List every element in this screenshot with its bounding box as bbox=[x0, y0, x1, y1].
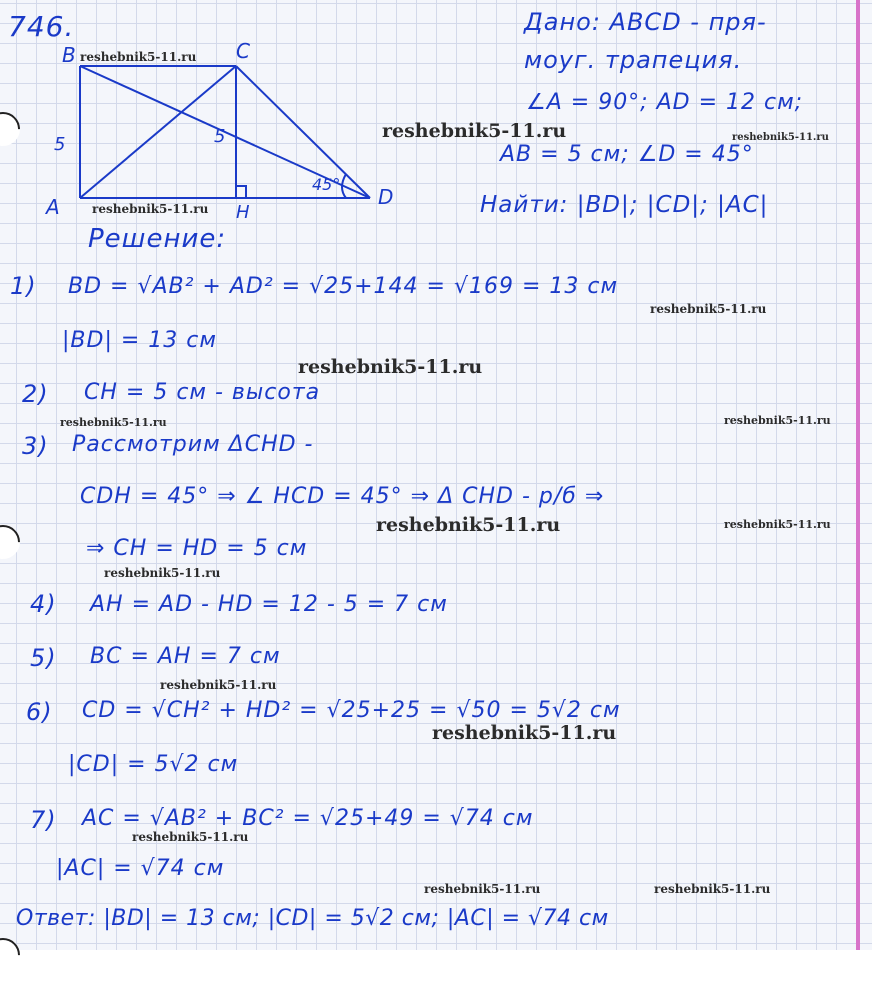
watermark: reshebnik5-11.ru bbox=[382, 120, 567, 142]
watermark: reshebnik5-11.ru bbox=[104, 566, 221, 580]
step-3-text: Рассмотрим ΔCHD - bbox=[72, 432, 314, 457]
watermark: reshebnik5-11.ru bbox=[132, 830, 249, 844]
step-4-number: 4) bbox=[30, 590, 57, 618]
step-6-result: |CD| = 5√2 см bbox=[68, 752, 239, 777]
diagonal-ac bbox=[80, 66, 236, 198]
watermark: reshebnik5-11.ru bbox=[654, 882, 771, 896]
given-line-1: Дано: ABCD - пря- bbox=[524, 8, 767, 36]
step-1-number: 1) bbox=[10, 272, 37, 300]
step-3-result: ⇒ CH = HD = 5 см bbox=[86, 536, 308, 561]
margin-line bbox=[856, 0, 860, 950]
problem-number: 746. bbox=[8, 10, 75, 43]
step-6-text: CD = √CH² + HD² = √25+25 = √50 = 5√2 см bbox=[82, 698, 621, 723]
vertex-c: C bbox=[236, 39, 250, 63]
watermark: reshebnik5-11.ru bbox=[160, 678, 277, 692]
vertex-b: B bbox=[62, 43, 76, 67]
step-2-text: CH = 5 см - высота bbox=[84, 380, 321, 405]
watermark: reshebnik5-11.ru bbox=[92, 202, 209, 216]
side-cd bbox=[236, 66, 370, 198]
step-2-number: 2) bbox=[22, 380, 49, 408]
given-line-4: AB = 5 см; ∠D = 45° bbox=[500, 142, 754, 167]
vertex-a: A bbox=[46, 195, 60, 219]
watermark: reshebnik5-11.ru bbox=[376, 514, 561, 536]
vertex-h: H bbox=[236, 202, 250, 223]
label-angle: 45° bbox=[312, 175, 341, 194]
solution-title: Решение: bbox=[88, 224, 227, 254]
watermark: reshebnik5-11.ru bbox=[298, 356, 483, 378]
given-line-2: моуг. трапеция. bbox=[524, 46, 743, 74]
watermark: reshebnik5-11.ru bbox=[432, 722, 617, 744]
watermark: reshebnik5-11.ru bbox=[732, 132, 829, 143]
answer-line: Ответ: |BD| = 13 см; |CD| = 5√2 см; |AC| = √74 см bbox=[16, 906, 609, 931]
step-1-text: BD = √AB² + AD² = √25+144 = √169 = 13 см bbox=[68, 274, 619, 299]
step-3-number: 3) bbox=[22, 432, 49, 460]
step-7-result: |AC| = √74 см bbox=[56, 856, 225, 881]
watermark: reshebnik5-11.ru bbox=[60, 416, 167, 429]
step-3-reasoning: CDH = 45° ⇒ ∠ HCD = 45° ⇒ Δ CHD - р/б ⇒ bbox=[80, 484, 605, 509]
vertex-d: D bbox=[378, 185, 394, 209]
given-line-3: ∠A = 90°; AD = 12 см; bbox=[526, 90, 804, 115]
watermark: reshebnik5-11.ru bbox=[650, 302, 767, 316]
find-line: Найти: |BD|; |CD|; |AC| bbox=[480, 192, 769, 218]
right-angle-mark bbox=[236, 186, 246, 198]
step-4-text: AH = AD - HD = 12 - 5 = 7 см bbox=[90, 592, 448, 617]
trapezoid-figure bbox=[40, 38, 410, 228]
step-7-number: 7) bbox=[30, 806, 57, 834]
label-ab: 5 bbox=[54, 134, 66, 155]
watermark: reshebnik5-11.ru bbox=[80, 50, 197, 64]
watermark: reshebnik5-11.ru bbox=[724, 414, 831, 427]
step-7-text: AC = √AB² + BC² = √25+49 = √74 см bbox=[82, 806, 534, 831]
watermark: reshebnik5-11.ru bbox=[724, 518, 831, 531]
step-6-number: 6) bbox=[26, 698, 53, 726]
step-1-result: |BD| = 13 см bbox=[62, 328, 217, 353]
watermark: reshebnik5-11.ru bbox=[424, 882, 541, 896]
step-5-text: BC = AH = 7 см bbox=[90, 644, 281, 669]
label-ch: 5 bbox=[214, 126, 226, 147]
step-5-number: 5) bbox=[30, 644, 57, 672]
